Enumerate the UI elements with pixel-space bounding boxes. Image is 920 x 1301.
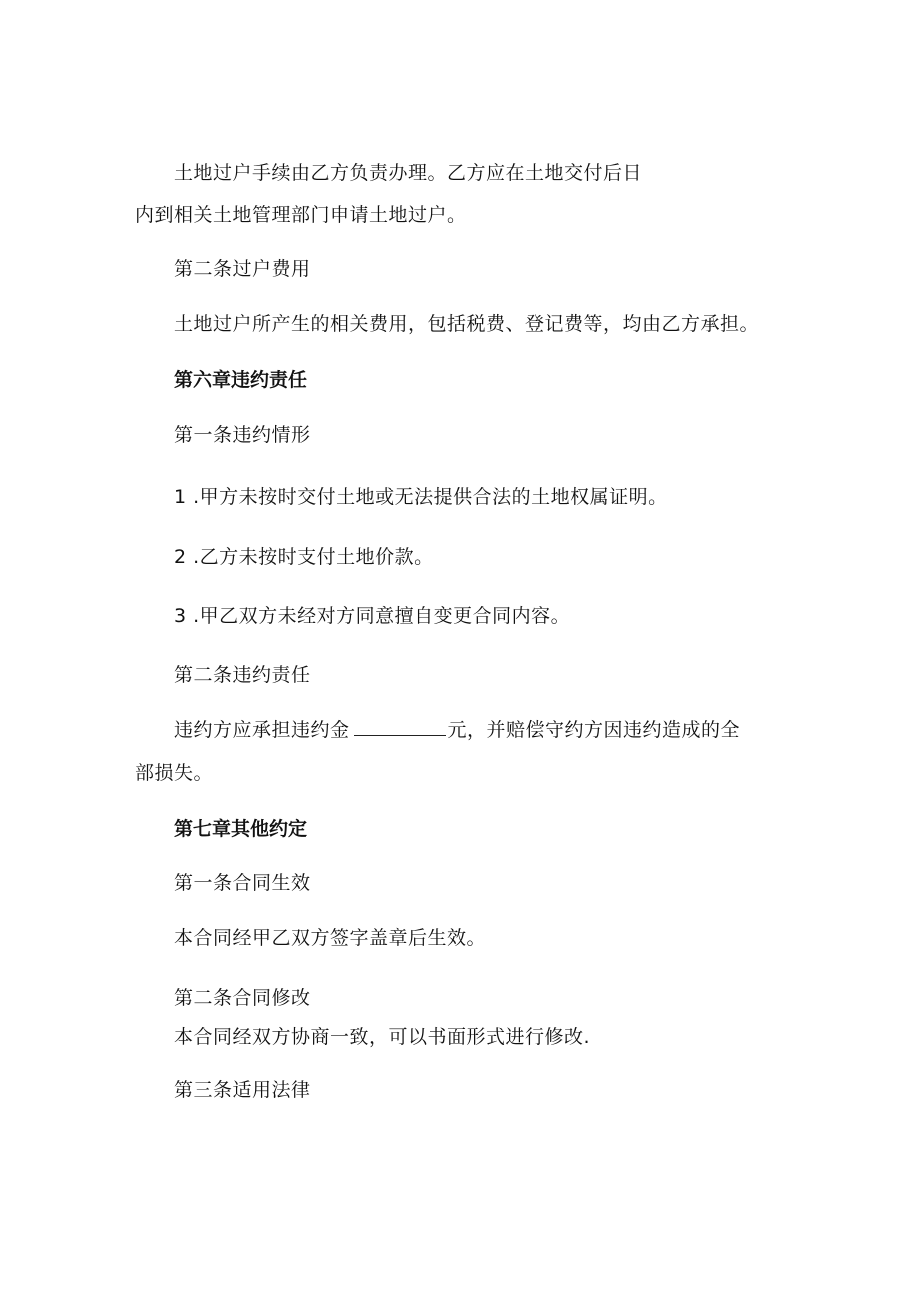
list-item: 1 .甲方未按时交付土地或无法提供合法的土地权属证明。 (174, 486, 668, 508)
paragraph-line: 土地过户所产生的相关费用，包括税费、登记费等，均由乙方承担。 (174, 313, 760, 335)
list-item: 2 .乙方未按时支付土地价款。 (174, 546, 434, 568)
paragraph-line: 本合同经双方协商一致，可以书面形式进行修改. (174, 1026, 591, 1048)
paragraph-text: 元，并赔偿守约方因违约造成的全 (447, 719, 741, 741)
paragraph-line (174, 718, 740, 742)
article-title: 第三条适用法律 (174, 1079, 311, 1101)
paragraph-line: 本合同经甲乙双方签字盖章后生效。 (174, 927, 487, 949)
paragraph-text: 违约方应承担违约金 (174, 719, 350, 741)
paragraph-line: 内到相关土地管理部门申请土地过户。 (135, 204, 467, 226)
chapter-heading: 第六章违约责任 (174, 369, 308, 391)
article-title: 第二条违约责任 (174, 664, 311, 686)
article-title: 第一条违约情形 (174, 424, 311, 446)
article-title: 第二条合同修改 (174, 987, 311, 1009)
paragraph-line: 土地过户手续由乙方负责办理。乙方应在土地交付后日 (174, 162, 643, 184)
list-item: 3 .甲乙双方未经对方同意擅自变更合同内容。 (174, 605, 571, 627)
chapter-heading: 第七章其他约定 (174, 818, 308, 840)
paragraph-line: 部损失。 (135, 762, 214, 784)
fill-in-blank (354, 719, 446, 736)
article-title: 第一条合同生效 (174, 872, 311, 894)
article-title: 第二条过户费用 (174, 258, 311, 280)
